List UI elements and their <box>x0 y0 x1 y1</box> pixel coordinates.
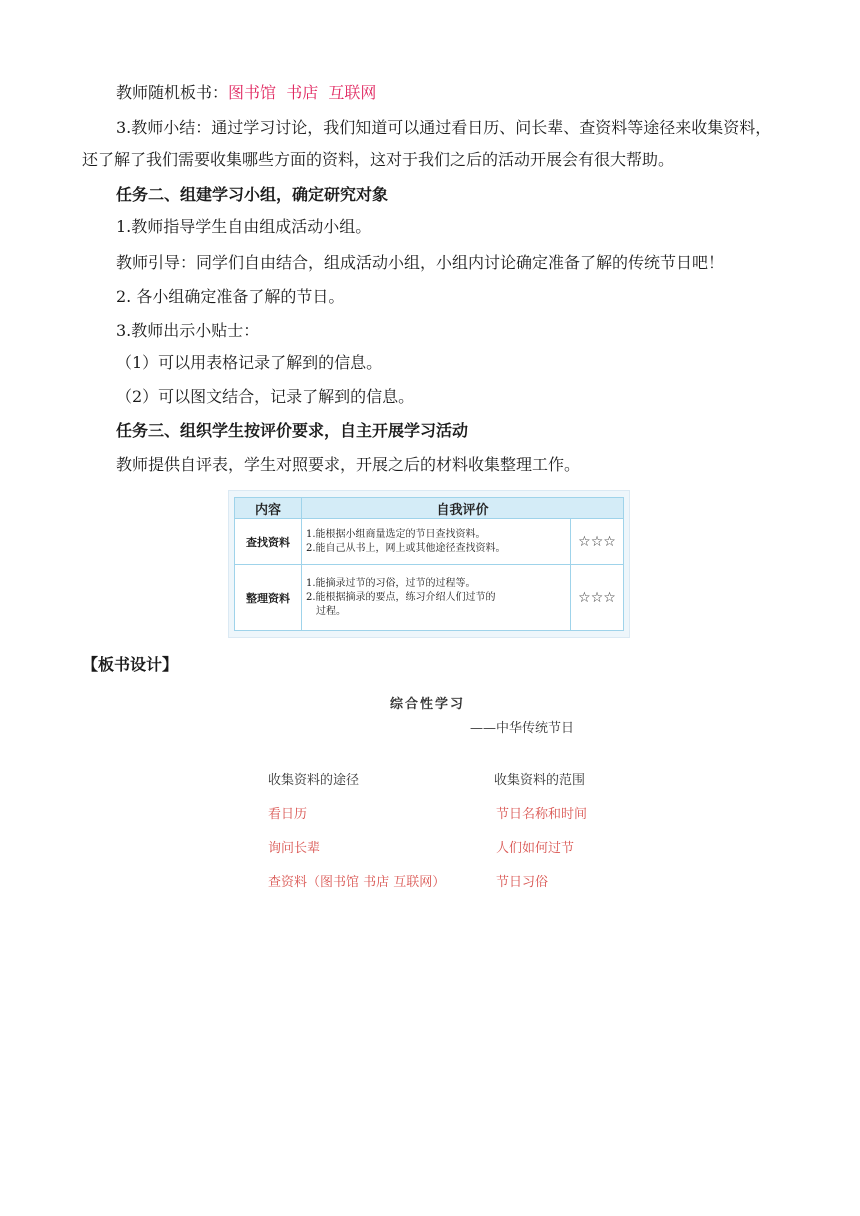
note-library: 图书馆 <box>228 83 277 102</box>
teacher-notes-line <box>116 82 376 104</box>
row-description <box>302 565 571 631</box>
header-content: 内容 <box>235 498 302 519</box>
row-category: 整理资料 <box>235 565 302 631</box>
task2-guide: 教师引导：同学们自由结合，组成活动小组，小组内讨论确定准备了解的传统节日吧！ <box>116 253 725 272</box>
row-category: 查找资料 <box>235 519 302 565</box>
header-self-evaluation: 自我评价 <box>302 498 624 519</box>
task2-tip1: （1）可以用表格记录了解到的信息。 <box>116 353 383 372</box>
board-left-item: 查资料（图书馆 书店 互联网） <box>268 875 446 890</box>
board-right-item: 节日名称和时间 <box>496 807 588 822</box>
board-right-item: 人们如何过节 <box>496 841 575 856</box>
board-right-header: 收集资料的范围 <box>494 773 586 788</box>
table-header-row <box>235 498 624 519</box>
task2-heading: 任务二、组建学习小组，确定研究对象 <box>116 185 389 204</box>
teacher-summary: 3.教师小结：通过学习讨论，我们知道可以通过看日历、问长辈、查资料等途径来收集资料，还了解了我们需要收集哪些方面的资料，这对于我们之后的活动开展会有很大帮助。 <box>82 118 772 169</box>
task2-step1: 1.教师指导学生自由组成活动小组。 <box>116 217 372 236</box>
board-right-item: 节日习俗 <box>496 875 549 890</box>
self-evaluation-table <box>234 497 624 631</box>
board-left-header: 收集资料的途径 <box>268 773 360 788</box>
criterion-line: 1.能根据小组商量选定的节日查找资料。 <box>306 528 486 540</box>
criterion-line: 2.能自己从书上，网上或其他途径查找资料。 <box>306 542 506 554</box>
board-left-item: 询问长辈 <box>268 841 321 856</box>
board-title: 综合性学习 <box>390 697 466 712</box>
criterion-line: 1.能摘录过节的习俗，过节的过程等。 <box>306 577 476 589</box>
task2-tip2: （2）可以图文结合，记录了解到的信息。 <box>116 387 415 406</box>
table-row <box>235 519 624 565</box>
task3-desc: 教师提供自评表，学生对照要求，开展之后的材料收集整理工作。 <box>116 455 581 474</box>
board-left-item: 看日历 <box>268 807 308 822</box>
task3-heading: 任务三、组织学生按评价要求，自主开展学习活动 <box>116 421 469 440</box>
board-design-heading: 【板书设计】 <box>82 655 179 674</box>
row-description <box>302 519 571 565</box>
criterion-line: 过程。 <box>316 605 346 617</box>
table-row <box>235 565 624 631</box>
teacher-notes-prefix: 教师随机板书： <box>116 83 229 102</box>
star-rating: ☆☆☆ <box>571 519 624 565</box>
self-evaluation-table-image <box>228 490 630 638</box>
note-internet: 互联网 <box>328 83 377 102</box>
note-bookstore: 书店 <box>286 83 319 102</box>
task2-step3: 3.教师出示小贴士： <box>116 321 260 340</box>
star-rating: ☆☆☆ <box>571 565 624 631</box>
task2-step2: 2. 各小组确定准备了解的节日。 <box>116 287 345 306</box>
criterion-line: 2.能根据摘录的要点，练习介绍人们过节的 <box>306 591 496 603</box>
board-subtitle: ——中华传统节日 <box>470 721 575 736</box>
